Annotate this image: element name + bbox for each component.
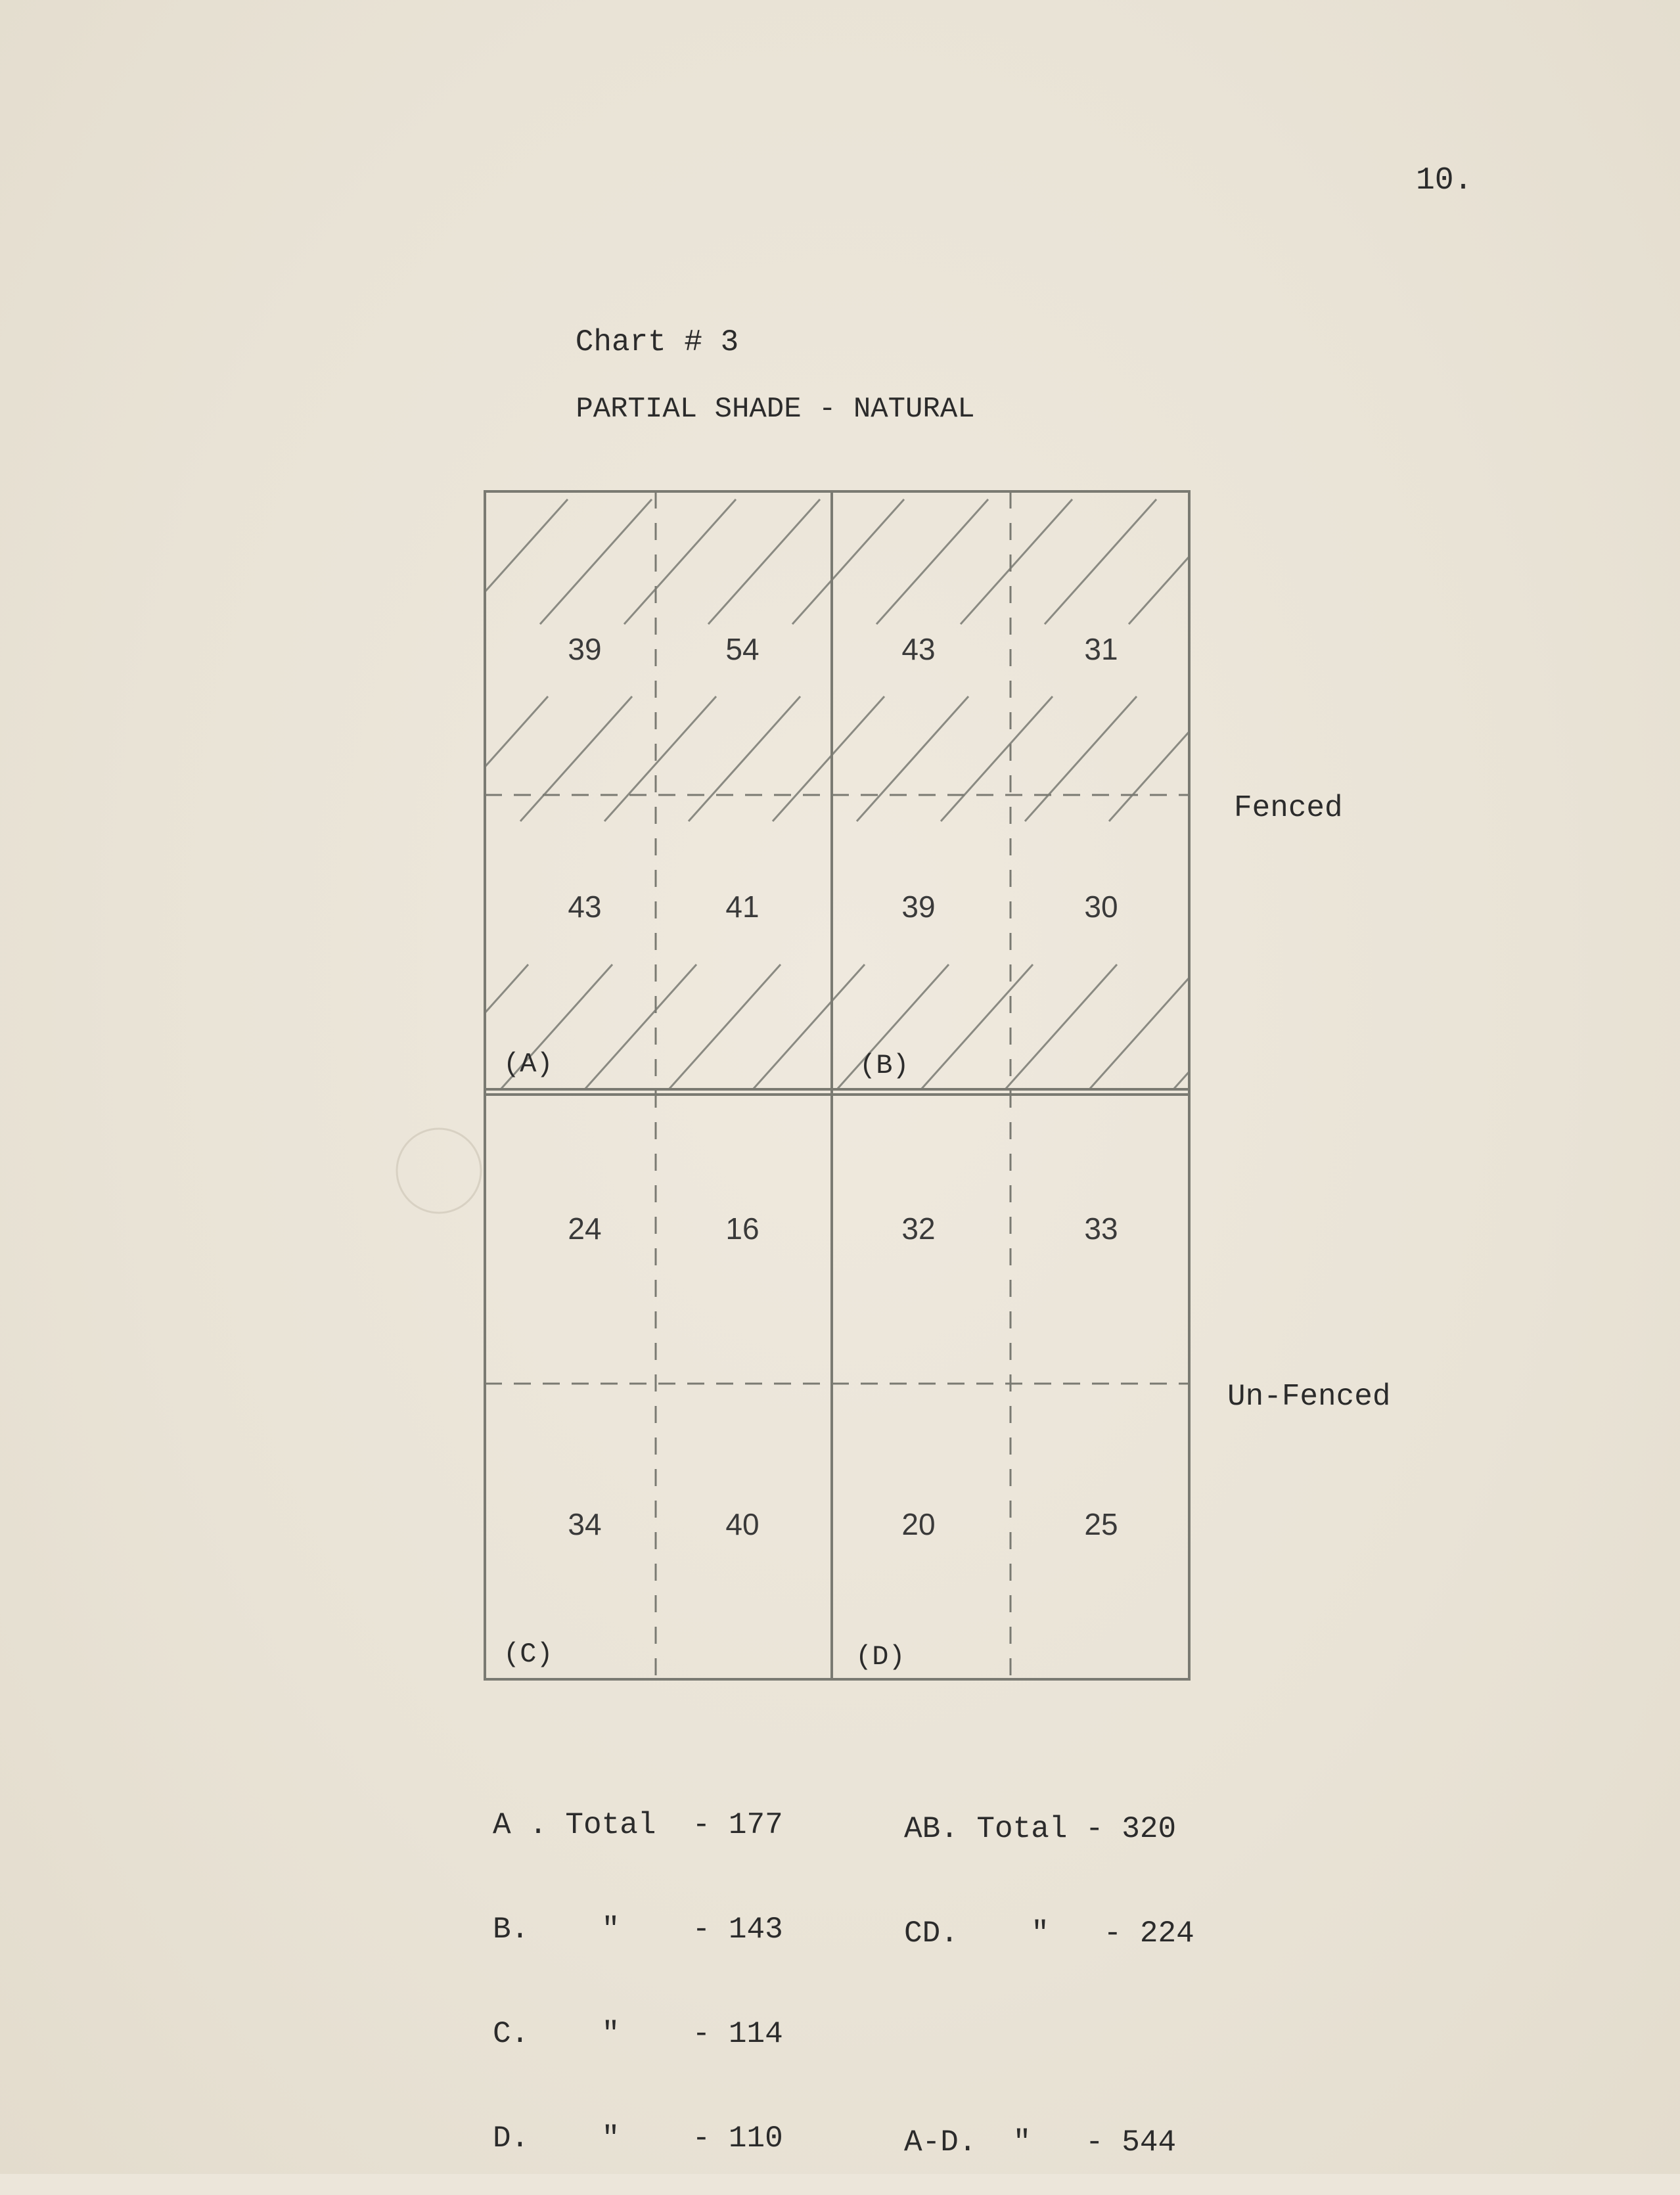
- hatch-stroke: [288, 499, 399, 624]
- cell-value: 40: [725, 1507, 760, 1541]
- hatch-stroke: [604, 696, 716, 821]
- hatch-stroke: [773, 696, 884, 821]
- hatch-stroke: [876, 499, 988, 624]
- total-line-a-d: A-D. " - 544: [904, 2125, 1177, 2160]
- hatch-stroke: [708, 499, 820, 624]
- hatch-stroke: [669, 964, 781, 1089]
- cell-value: 43: [901, 632, 936, 666]
- quadrant-label-c: (C): [503, 1639, 553, 1670]
- hatch-stroke: [1129, 499, 1240, 624]
- cell-value: 43: [568, 890, 602, 924]
- hatch-stroke: [0, 696, 43, 821]
- totals-right-block: [904, 1742, 1194, 2195]
- quadrant-label-d: (D): [855, 1641, 905, 1673]
- cell-value: 24: [568, 1211, 602, 1246]
- cell-value: 32: [901, 1211, 936, 1246]
- row-label-fenced: Fenced: [1234, 791, 1343, 825]
- hatch-stroke: [520, 696, 632, 821]
- hatch-stroke: [120, 499, 231, 624]
- hatch-stroke: [921, 964, 1033, 1089]
- quadrant-label-a: (A): [503, 1049, 553, 1080]
- paper-punch-mark: [397, 1129, 481, 1213]
- totals-left-block: [493, 1738, 783, 2191]
- chart-subtitle: PARTIAL SHADE - NATURAL: [576, 393, 975, 426]
- hatch-stroke: [1025, 696, 1137, 821]
- hatch-stroke: [248, 964, 360, 1089]
- hatch-stroke: [184, 696, 296, 821]
- cell-value: 31: [1084, 632, 1118, 666]
- hatch-stroke: [1213, 499, 1325, 624]
- hatch-stroke: [268, 696, 380, 821]
- hatch-stroke: [16, 696, 127, 821]
- hatch-stroke: [792, 499, 904, 624]
- total-line-ab: AB. Total - 320: [904, 1812, 1177, 1846]
- cell-value: 41: [725, 890, 760, 924]
- hatch-stroke: [204, 499, 315, 624]
- hatch-stroke: [540, 499, 652, 624]
- total-line-b: B. " - 143: [493, 1912, 783, 1947]
- hatch-stroke: [1258, 964, 1369, 1089]
- hatch-stroke: [1109, 696, 1221, 821]
- cell-value: 25: [1084, 1507, 1118, 1541]
- grid-outer-border: [485, 491, 1189, 1679]
- hatch-stroke: [961, 499, 1072, 624]
- hatch-stroke: [332, 964, 444, 1089]
- hatch-stroke: [1005, 964, 1117, 1089]
- cell-value: 16: [725, 1211, 760, 1246]
- hatch-stroke: [941, 696, 1053, 821]
- cell-value: 33: [1084, 1211, 1118, 1246]
- hatch-stroke: [35, 499, 147, 624]
- hatch-stroke: [164, 964, 276, 1089]
- hatch-stroke: [80, 964, 192, 1089]
- total-line-a: A . Total - 177: [493, 1808, 783, 1842]
- cell-value: 54: [725, 632, 760, 666]
- hatch-stroke: [585, 964, 696, 1089]
- hatch-stroke: [0, 964, 108, 1089]
- cell-value: 34: [568, 1507, 602, 1541]
- cell-value: 39: [901, 890, 936, 924]
- hatch-stroke: [857, 696, 968, 821]
- hatch-stroke: [689, 696, 800, 821]
- cell-value: 30: [1084, 890, 1118, 924]
- total-line-d: D. " - 110: [493, 2121, 783, 2156]
- hatch-stroke: [372, 499, 484, 624]
- hatch-stroke: [1297, 499, 1409, 624]
- cell-value: 39: [568, 632, 602, 666]
- hatch-stroke: [100, 696, 212, 821]
- hatch-stroke: [753, 964, 865, 1089]
- total-line-cd: CD. " - 224: [904, 1916, 1194, 1951]
- quadrant-label-b: (B): [859, 1050, 909, 1081]
- hatch-stroke: [0, 964, 24, 1089]
- grid-lines: [485, 491, 1189, 1679]
- hatch-stroke: [1045, 499, 1156, 624]
- hatch-stroke: [0, 499, 63, 624]
- hatch-stroke: [352, 696, 464, 821]
- total-line-c: C. " - 114: [493, 2017, 783, 2051]
- cell-value: 20: [901, 1507, 936, 1541]
- hatch-stroke: [456, 499, 568, 624]
- row-label-unfenced: Un-Fenced: [1227, 1380, 1391, 1414]
- page-number: 10.: [1416, 163, 1473, 198]
- hatch-stroke: [1089, 964, 1201, 1089]
- hatch-stroke: [624, 499, 736, 624]
- total-line-spacer: [904, 2021, 1194, 2056]
- hatch-stroke: [436, 696, 548, 821]
- chart-title: Chart # 3: [575, 325, 739, 359]
